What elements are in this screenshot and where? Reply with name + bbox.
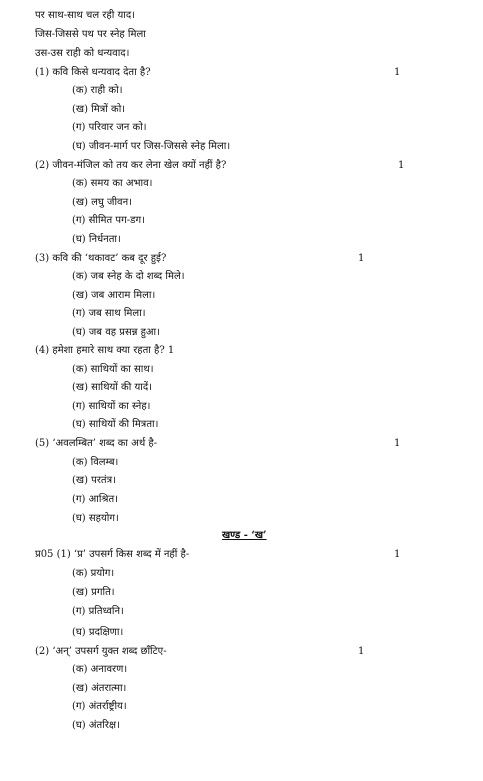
question-1-marks: 1 xyxy=(394,67,401,78)
q4-option-c: (ग) साथियों का स्नेह। xyxy=(72,401,151,412)
section-b-question-1: प्र05 (1) ‘प्र’ उपसर्ग किस शब्द में नहीं है- xyxy=(35,549,190,560)
sb-q1-option-c: (ग) प्रतिध्वनि। xyxy=(72,606,124,617)
q1-option-b: (ख) मित्रों को। xyxy=(72,104,126,115)
question-5: (5) ‘अवलम्बित’ शब्द का अर्थ है- xyxy=(35,438,158,449)
question-1: (1) कवि किसे धन्यवाद देता है? xyxy=(35,67,151,78)
q5-option-c: (ग) आश्रित। xyxy=(72,494,118,505)
q5-option-d: (घ) सहयोग। xyxy=(72,513,119,524)
poem-line-3: उस-उस राही को धन्यवाद। xyxy=(35,48,130,59)
poem-line-2: जिस-जिससे पथ पर स्नेह मिला xyxy=(35,29,146,40)
section-b-question-1-marks: 1 xyxy=(394,549,401,560)
section-b-heading: खण्ड - ‘ख’ xyxy=(222,530,267,541)
q1-option-a: (क) राही को। xyxy=(72,85,123,96)
q3-option-c: (ग) जब साथ मिला। xyxy=(72,308,146,319)
sb-q1-option-a: (क) प्रयोग। xyxy=(72,568,115,579)
q4-option-b: (ख) साथियों की यादें। xyxy=(72,382,152,393)
q4-option-a: (क) साथियों का साथ। xyxy=(72,364,154,375)
q1-option-c: (ग) परिवार जन को। xyxy=(72,122,147,133)
q2-option-c: (ग) सीमित पग-डग। xyxy=(72,215,145,226)
sb-q1-option-b: (ख) प्रगति। xyxy=(72,587,115,598)
sb-q2-option-d: (घ) अंतरिक्ष। xyxy=(72,720,120,731)
q2-option-a: (क) समय का अभाव। xyxy=(72,178,153,189)
poem-line-1: पर साथ-साथ चल रही याद। xyxy=(35,10,135,21)
q3-option-a: (क) जब स्नेह के दो शब्द मिले। xyxy=(72,271,185,282)
sb-q2-option-a: (क) अनावरण। xyxy=(72,664,128,675)
q4-option-d: (घ) साथियों की मित्रता। xyxy=(72,419,159,430)
question-2-marks: 1 xyxy=(398,160,405,171)
section-b-question-2: (2) ‘अन्’ उपसर्ग युक्त शब्द छाँटिए- xyxy=(35,646,167,657)
question-5-marks: 1 xyxy=(394,438,401,449)
question-3-marks: 1 xyxy=(358,253,365,264)
q1-option-d: (घ) जीवन-मार्ग पर जिस-जिससे स्नेह मिला। xyxy=(72,141,231,152)
section-b-question-2-marks: 1 xyxy=(358,646,365,657)
question-4: (4) हमेशा हमारे साथ क्या रहता है? 1 xyxy=(35,345,175,356)
q3-option-b: (ख) जब आराम मिला। xyxy=(72,290,156,301)
q2-option-d: (घ) निर्धनता। xyxy=(72,234,121,245)
sb-q1-option-d: (घ) प्रदक्षिणा। xyxy=(72,627,124,638)
q3-option-d: (घ) जब वह प्रसन्न हुआ। xyxy=(72,327,160,338)
q2-option-b: (ख) लघु जीवन। xyxy=(72,197,132,208)
q5-option-b: (ख) परतंत्र। xyxy=(72,475,116,486)
sb-q2-option-c: (ग) अंतर्राष्ट्रीय। xyxy=(72,701,127,712)
question-2: (2) जीवन-मंजिल को तय कर लेना खेल क्यों नहीं है? xyxy=(35,160,227,171)
q5-option-a: (क) विलम्ब। xyxy=(72,457,119,468)
question-3: (3) कवि की ‘थकावट’ कब दूर हुई? xyxy=(35,253,167,264)
sb-q2-option-b: (ख) अंतरात्मा। xyxy=(72,683,127,694)
